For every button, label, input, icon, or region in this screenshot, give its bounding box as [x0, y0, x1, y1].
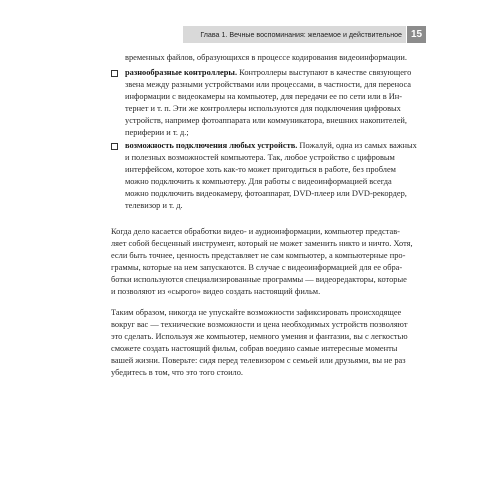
bullet-line: звена между разными устройствами или процессами, в частности, для переноса: [125, 80, 412, 89]
paragraph-line: сможете создать настоящий фильм, собрав воедино самые интересные моменты: [111, 344, 398, 353]
bullet-term: возможность подключения любых устройств.: [125, 141, 298, 150]
paragraph-line: убедитесь в том, что это того стоило.: [111, 368, 244, 377]
chapter-title: Глава 1. Вечные воспоминания: желаемое и действительное: [200, 30, 402, 39]
bullet-line: интерфейсом, которое хоть как-то может пригодиться в работе, без проблем: [125, 165, 396, 174]
bullet-line: телевизор и т. д.: [125, 201, 183, 210]
bullet-line: [125, 140, 417, 152]
paragraph-line: граммы, которые на нем запускаются. В случае с видеоинформацией для ее обра-: [111, 263, 403, 272]
bullet-term: разнообразные контроллеры.: [125, 68, 238, 77]
paragraph-line: и позволяют из «сырого» видео создать настоящий фильм.: [111, 287, 321, 296]
paragraph-line: Когда дело касается обработки видео- и аудиоинформации, компьютер представ-: [111, 227, 400, 236]
intro-line: временных файлов, образующихся в процессе кодирования видеоинформации.: [125, 53, 407, 62]
bullet-line: тернет и т. п. Эти же контроллеры используются для подключения цифровых: [125, 104, 401, 113]
paragraph-line: ботки используются специализированные программы — видеоредакторы, которые: [111, 275, 407, 284]
paragraph-line: если быть точнее, ценность представляет не сам компьютер, а компьютерные про-: [111, 251, 406, 260]
page-number: 15: [407, 26, 426, 43]
bullet-text: Контроллеры выступают в качестве связующего: [237, 68, 412, 77]
bullet-text: Пожалуй, одна из самых важных: [297, 141, 417, 150]
bullet-line: [125, 67, 411, 79]
checkbox-bullet-icon: [111, 70, 118, 77]
paragraph-line: Таким образом, никогда не упускайте возможности зафиксировать происходящее: [111, 308, 402, 317]
paragraph-line: это сделать. Используя же компьютер, немного умения и фантазии, вы с легкостью: [111, 332, 408, 341]
checkbox-bullet-icon: [111, 143, 118, 150]
paragraph-line: ляет собой бесценный инструмент, который не может заменить никто и ничто. Хотя,: [111, 239, 413, 248]
bullet-line: информации с видеокамеры на компьютер, для передачи ее по сети или в Ин-: [125, 92, 403, 101]
paragraph-line: вокруг вас — технические возможности и цена необходимых устройств позволяют: [111, 320, 408, 329]
bullet-line: можно подключить к компьютеру. Для работы с видеоинформацией всегда: [125, 177, 392, 186]
bullet-line: устройств, например фотоаппарата или коммуникатора, внешних накопителей,: [125, 116, 407, 125]
bullet-line: и полезных возможностей компьютера. Так, любое устройство с цифровым: [125, 153, 395, 162]
paragraph-line: вашей жизни. Поверьте: сидя перед телевизором с семьей или друзьями, вы не раз: [111, 356, 406, 365]
bullet-line: периферии и т. д.;: [125, 128, 189, 137]
bullet-line: можно подключить видеокамеру, фотоаппарат, DVD-плеер или DVD-рекордер,: [125, 189, 407, 198]
